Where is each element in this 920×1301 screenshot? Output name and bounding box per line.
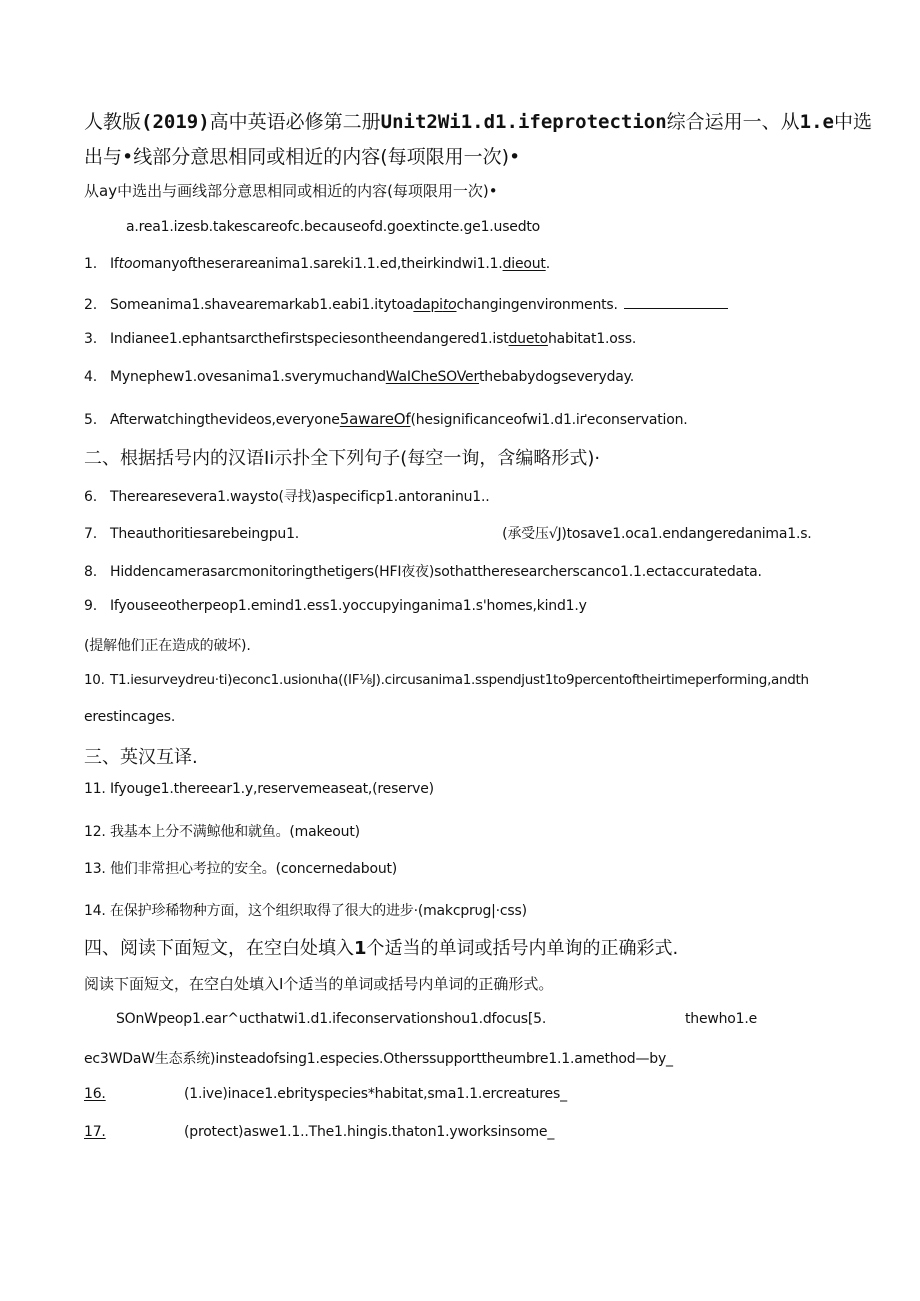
question-13 — [84, 858, 397, 878]
question-3 — [84, 331, 636, 347]
title-text: Unit2Wi1.d1.ifeprotection — [380, 111, 667, 133]
question-number: 8. — [84, 564, 97, 580]
question-text: manyoftheserareanima1.sareki1.1.ed,theirkindwi1.1. — [140, 256, 503, 272]
question-text: Mynephew1.ovesanima1.sverymuchand — [110, 369, 386, 385]
passage-line-2: ec3WDaW生态系统)insteadofsing1.especies.Otherssupporttheumbre1.1.amethod—by_ — [84, 1051, 673, 1067]
question-12 — [84, 821, 360, 841]
underlined-phrase: dieout — [502, 256, 546, 272]
passage-line-16-text: (1.ive)inace1.ebrityspecies*habitat,sma1.1.ercreatures_ — [184, 1086, 567, 1102]
part4-instruction: 阅读下面短文，在空白处填入I个适当的单词或括号内单词的正确形式。 — [84, 975, 554, 993]
question-text: 在保护珍稀物种方面，这个组织取得了很大的进步·(makcprυg|·css) — [110, 903, 527, 919]
question-text: T1.iesurveydreu·ti)econc1.usionιha((ΙF⅛J).circusanima1.sspendjust1to9percentoftheirtimeperforming,andth — [110, 672, 809, 688]
title-text: 中选 — [834, 111, 873, 133]
question-text: If — [110, 256, 119, 272]
question-text: (承受压√J)tosave1.oca1.endangeredanima1.s. — [502, 526, 812, 542]
passage-line-1: SOnWpeop1.ear^ucthatwi1.d1.ifeconservationshou1.dfocus[5. — [116, 1011, 547, 1027]
heading-text: 个适当的单词或括号内单询的正确彩式. — [366, 938, 679, 959]
question-number: 6. — [84, 489, 97, 505]
underlined-phrase: to — [442, 297, 457, 313]
question-11 — [84, 781, 434, 797]
question-number: 11. — [84, 781, 106, 797]
part4-heading — [84, 934, 678, 960]
question-text: too — [118, 256, 141, 272]
question-text: (hesignificanceofwi1.d1.iґeconservation. — [410, 412, 688, 428]
question-number: 13. — [84, 861, 106, 877]
underlined-phrase: WaICheSOVer — [385, 369, 480, 385]
question-text: Hiddencamerasarcmonitoringthetigers(HFI夜夜)sothattheresearcherscanco1.1.ectaccuratedata. — [110, 564, 762, 580]
question-number: 3. — [84, 331, 97, 347]
question-6 — [84, 486, 490, 506]
title-text: 人教版 — [84, 111, 142, 133]
question-number: 7. — [84, 526, 97, 542]
question-text: Someanima1.shavearemarkab1.eabi1.itytoa — [110, 297, 414, 313]
question-10-continued: erestincages. — [84, 709, 176, 725]
part1-options: a.rea1.izesb.takescareofc.becauseofd.goextincte.ge1.usedto — [126, 219, 541, 235]
underlined-phrase: dapi — [413, 297, 443, 313]
question-14 — [84, 900, 527, 920]
underlined-phrase: dueto — [508, 331, 548, 347]
part3-heading: 三、英汉互译. — [84, 747, 198, 768]
question-text: Theauthoritiesarebeingpu1. — [110, 526, 300, 542]
question-text: thebabydogseveryday. — [479, 369, 635, 385]
question-number: 4. — [84, 369, 97, 385]
question-8 — [84, 561, 762, 581]
blank-number: 17. — [84, 1124, 106, 1140]
passage-line-16 — [84, 1086, 106, 1102]
question-number: 12. — [84, 824, 106, 840]
question-text: Indianee1.ephantsarcthefirstspeciesontheendangered1.ist — [110, 331, 509, 347]
question-text: Ifyouseeotherpeop1.emind1.ess1.yoccupyinganima1.s'homes,kind1.y — [110, 598, 587, 614]
passage-line-1-end: thewho1.e — [685, 1011, 758, 1027]
question-number: 10. — [84, 672, 105, 688]
document-title-line-2: 出与•线部分意思相同或相近的内容(每项限用一次)• — [84, 146, 521, 168]
question-number: 5. — [84, 412, 97, 428]
passage-line-17-text: (protect)aswe1.1..The1.hingis.thaton1.yworksinsome_ — [184, 1124, 555, 1140]
underlined-phrase: 5awareOf — [339, 410, 411, 428]
heading-text: 1 — [354, 938, 367, 959]
question-9-continued: (提解他们正在造成的破坏). — [84, 638, 251, 654]
question-text: . — [545, 256, 550, 272]
question-text: Ifyouge1.thereear1.y,reservemeaseat,(reserve) — [110, 781, 434, 797]
question-9 — [84, 598, 587, 614]
passage-line-17 — [84, 1124, 106, 1140]
question-number: 2. — [84, 297, 97, 313]
question-number: 14. — [84, 903, 106, 919]
heading-text: 四、阅读下面短文，在空白处填入 — [84, 938, 354, 959]
part1-instruction: 从ay中选出与画线部分意思相同或相近的内容(每项限用一次)• — [84, 182, 498, 200]
question-text: habitat1.oss. — [547, 331, 637, 347]
question-number: 9. — [84, 598, 97, 614]
title-text: 高中英语必修第二册 — [209, 111, 381, 133]
answer-blank[interactable] — [624, 294, 728, 309]
question-text: changingenvironments. — [456, 297, 618, 313]
title-text: (2019) — [141, 111, 210, 133]
blank-number: 16. — [84, 1086, 106, 1102]
question-text: Afterwatchingthevideos,everyone — [110, 412, 340, 428]
question-number: 1. — [84, 256, 97, 272]
question-1 — [84, 256, 550, 272]
question-text: 我基本上分不满鲸他和就鱼。(makeout) — [110, 824, 360, 840]
question-7 — [84, 523, 812, 543]
question-4 — [84, 369, 634, 385]
title-text: 1.e — [799, 111, 834, 133]
question-10 — [84, 672, 809, 688]
title-text: 综合运用一、从 — [666, 111, 800, 133]
question-5 — [84, 410, 688, 428]
question-text: Therearesevera1.waysto(寻找)aspecificp1.antoraninu1.. — [110, 489, 490, 505]
document-title-line-1 — [84, 107, 872, 134]
part2-heading: 二、根据括号内的汉语Ii示扑全下列句子(每空一询，含编略形式)· — [84, 448, 601, 469]
question-2 — [84, 294, 728, 313]
question-text: 他们非常担心考拉的安全。(concernedabout) — [110, 861, 398, 877]
